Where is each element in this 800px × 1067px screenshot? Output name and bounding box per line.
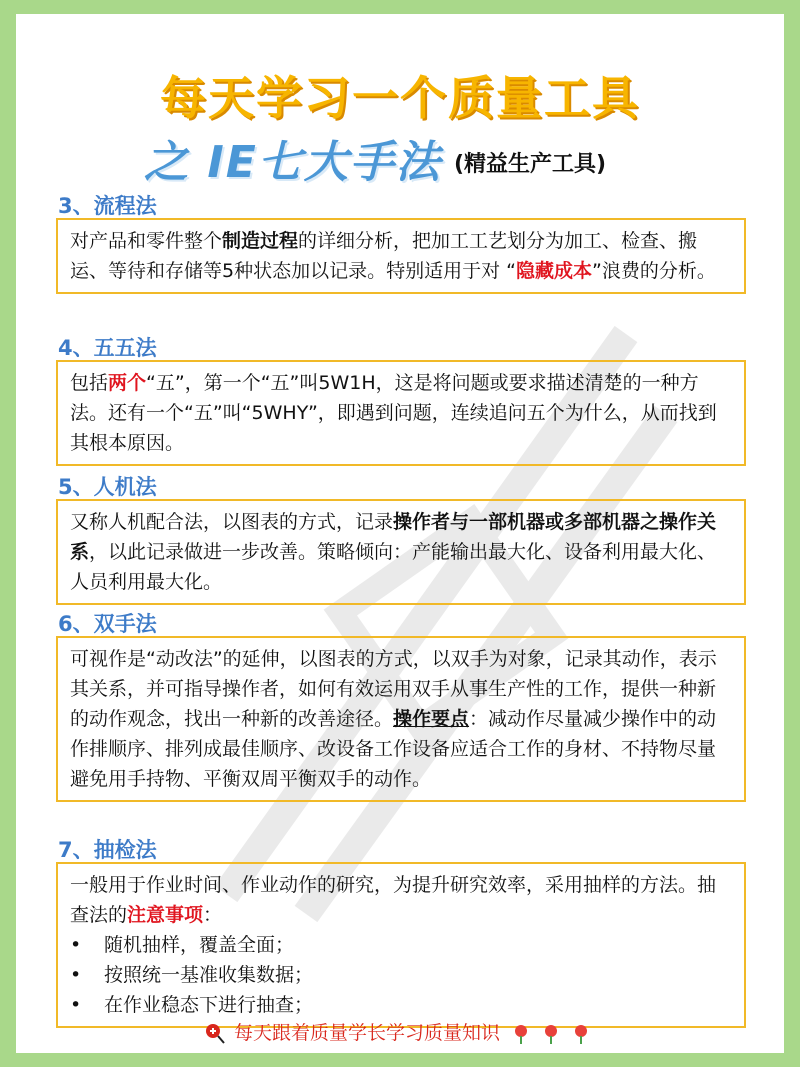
list-item-text: 按照统一基准收集数据； <box>104 964 314 986</box>
list-item-text: 在作业稳态下进行抽查； <box>104 994 314 1016</box>
section-heading-five-five: 4、五五法 <box>58 336 157 360</box>
flower-icon <box>506 1023 596 1045</box>
text: 可视作是“动改法”的延伸，以图表的方式，以双手为对象，记录其动作，表示其关系，并可指导操作者，如何有效运用双手从事生产性的工作，提供一种新的动作观念，找出一种新的改善途径。 <box>70 648 717 730</box>
section-box-sampling <box>56 862 746 1028</box>
footer <box>0 1018 800 1046</box>
section-box-five-five <box>56 360 746 466</box>
highlight-text: 注意事项 <box>127 904 204 926</box>
list-item <box>70 930 734 960</box>
text: ”浪费的分析。 <box>592 260 716 282</box>
section-heading-man-machine: 5、人机法 <box>58 475 157 499</box>
paragraph <box>70 870 734 930</box>
text: 的详细分析，把加工工艺划分为加工、检查、搬运、等待和存储等5种状态加以记录。特别适用于对 “ <box>70 230 698 282</box>
content-card <box>16 14 784 1053</box>
page-subtitle: 之 IE七大手法 <box>144 137 442 188</box>
text: ：减动作尽量减少操作中的动作排顺序、排列成最佳顺序、改设备工作设备应适合工作的身材、不持物尽量避免用手持物、平衡双周平衡双手的动作。 <box>70 708 717 790</box>
bold-text: 制造过程 <box>222 230 299 252</box>
search-icon <box>204 1022 228 1046</box>
section-box-two-hands <box>56 636 746 802</box>
highlight-text: 隐藏成本 <box>515 260 592 282</box>
text: 对产品和零件整个 <box>70 230 223 252</box>
list-item <box>70 990 734 1020</box>
text: “五”，第一个“五”叫5W1H，这是将问题或要求描述清楚的一种方法。还有一个“五”叫“5WHY”，即遇到问题，连续追问五个为什么，从而找到其根本原因。 <box>70 372 717 454</box>
text: ： <box>203 904 223 926</box>
section-heading-two-hands: 6、双手法 <box>58 612 157 636</box>
list-item <box>70 960 734 990</box>
bullet-icon: • <box>70 964 82 986</box>
section-heading-flow: 3、流程法 <box>58 194 157 218</box>
footer-text: 每天跟着质量学长学习质量知识 <box>233 1022 500 1044</box>
page-title: 每天学习一个质量工具 <box>160 71 640 125</box>
bold-text: 操作者与一部机器或多部机器之操作关系 <box>70 511 717 563</box>
text: 包括 <box>70 372 109 394</box>
section-box-man-machine <box>56 499 746 605</box>
underlined-text: 操作要点 <box>393 708 470 730</box>
section-heading-sampling: 7、抽检法 <box>58 838 157 862</box>
bullet-icon: • <box>70 994 82 1016</box>
text: 又称人机配合法，以图表的方式，记录 <box>70 511 394 533</box>
text: ，以此记录做进一步改善。策略倾向：产能输出最大化、设备利用最大化、人员利用最大化。 <box>70 541 717 593</box>
bullet-icon: • <box>70 934 82 956</box>
list-item-text: 随机抽样，覆盖全面； <box>104 934 295 956</box>
highlight-text: 两个 <box>108 372 147 394</box>
text: 一般用于作业时间、作业动作的研究，为提升研究效率，采用抽样的方法。抽查法的 <box>70 874 717 926</box>
section-box-flow <box>56 218 746 294</box>
page-subtitle-note: (精益生产工具) <box>454 152 607 177</box>
